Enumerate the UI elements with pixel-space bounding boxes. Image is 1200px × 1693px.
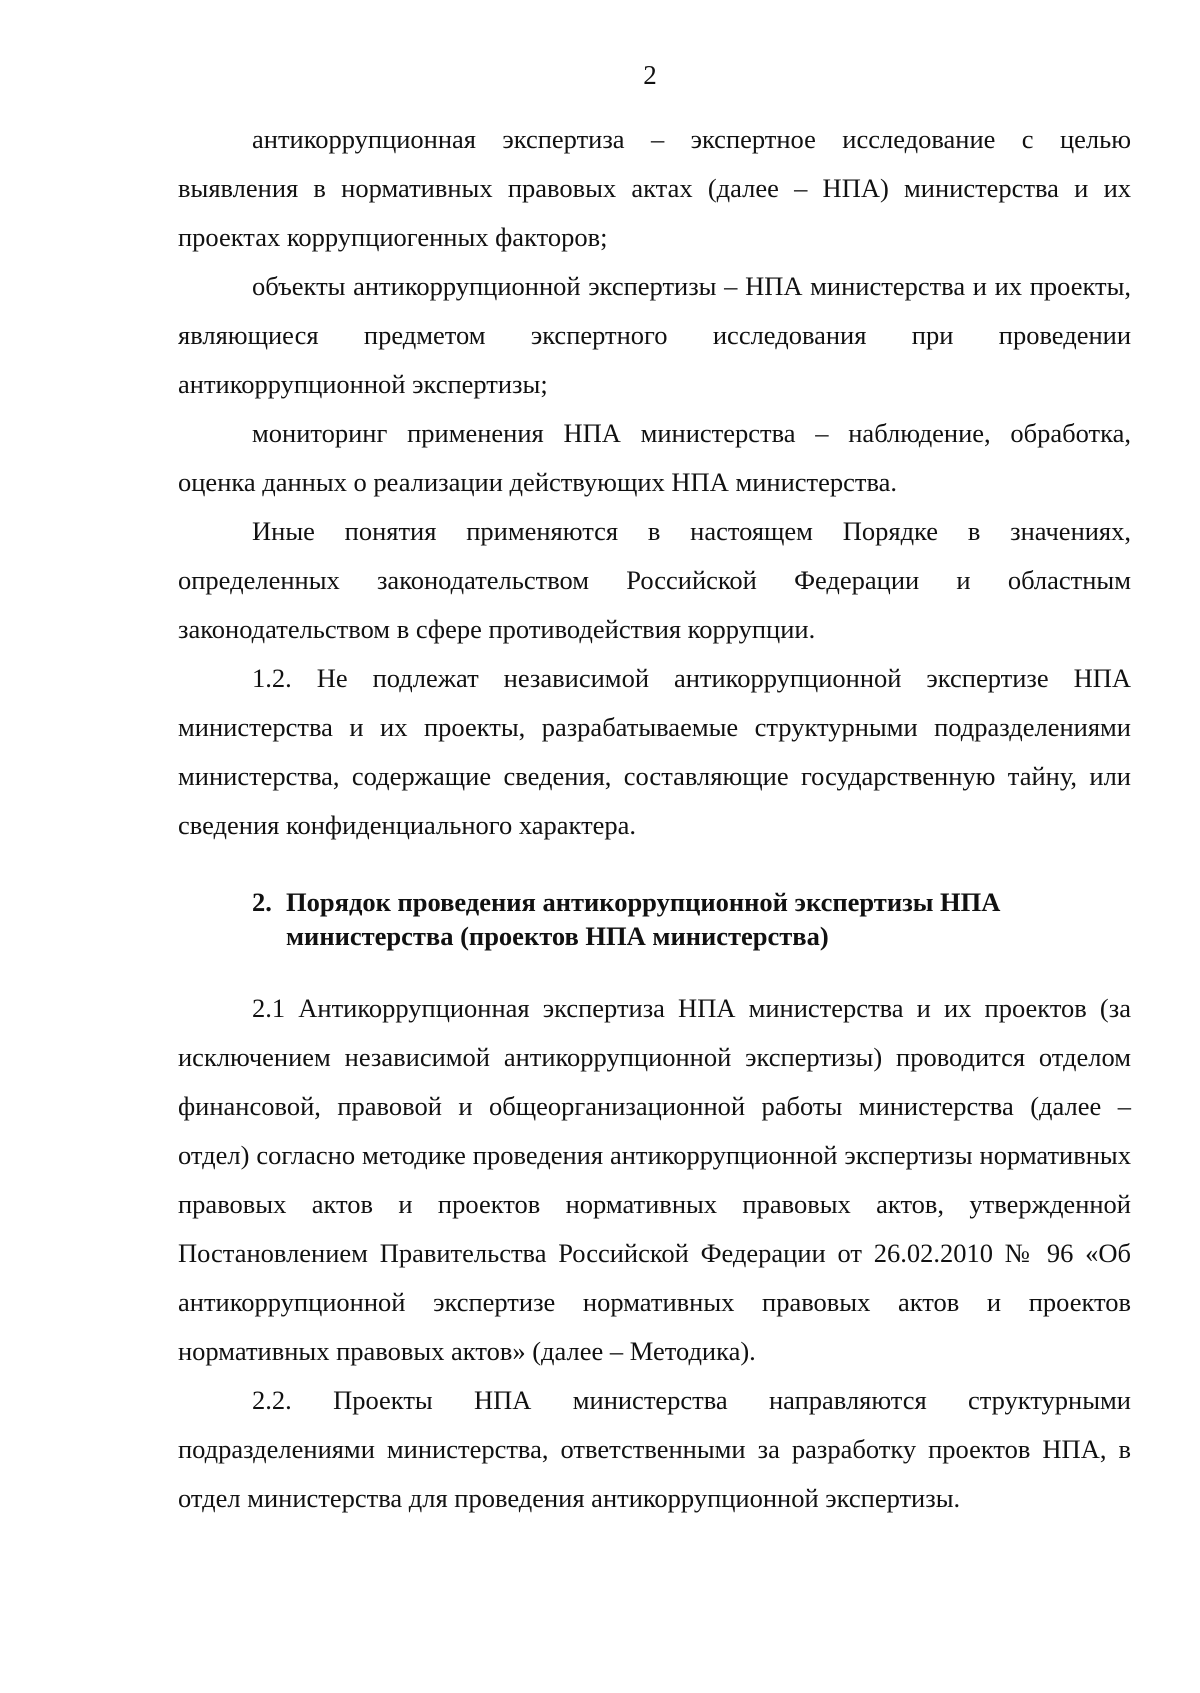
section-2-title-line1: Порядок проведения антикоррупционной экспертизы НПА (286, 887, 1001, 917)
paragraph-2-2: 2.2. Проекты НПА министерства направляются структурными подразделениями министерства, ответственными за разработку проектов НПА, в отдел министерства для проведения антикоррупционной экспертизы. (178, 1385, 1131, 1513)
paragraph-definition-monitoring: мониторинг применения НПА министерства – наблюдение, обработка, оценка данных о реализации действующих НПА министерства. (178, 418, 1131, 497)
document-body (178, 115, 1131, 1523)
paragraph-definition-objects: объекты антикоррупционной экспертизы – НПА министерства и их проекты, являющиеся предметом экспертного исследования при проведении антикоррупционной экспертизы; (178, 271, 1131, 399)
paragraph-1-2: 1.2. Не подлежат независимой антикоррупционной экспертизе НПА министерства и их проекты, разрабатываемые структурными подразделениями министерства, содержащие сведения, составляющие государственную тайну, или сведения конфиденциального характера. (178, 663, 1131, 840)
paragraph-2-1: 2.1 Антикоррупционная экспертиза НПА министерства и их проектов (за исключением независимой антикоррупционной экспертизы) проводится отделом финансовой, правовой и общеорганизационной работы министерства (далее – отдел) согласно методике проведения антикоррупционной экспертизы нормативных правовых актов и проектов нормативных правовых актов, утвержденной Постановлением Правительства Российской Федерации от 26.02.2010 № 96 «Об антикоррупционной экспертизе нормативных правовых актов и проектов нормативных правовых актов» (далее – Методика). (178, 993, 1131, 1366)
section-2-heading (178, 885, 1131, 953)
section-2-title-line2: министерства (проектов НПА министерства) (286, 921, 829, 951)
section-2-number: 2. (252, 887, 272, 917)
paragraph-other-concepts: Иные понятия применяются в настоящем Порядке в значениях, определенных законодательством Российской Федерации и областным законодательством в сфере противодействия коррупции. (178, 516, 1131, 644)
page-number: 2 (643, 60, 657, 90)
paragraph-definition-expertise: антикоррупционная экспертиза – экспертное исследование с целью выявления в нормативных правовых актах (далее – НПА) министерства и их проектах коррупциогенных факторов; (178, 124, 1131, 252)
